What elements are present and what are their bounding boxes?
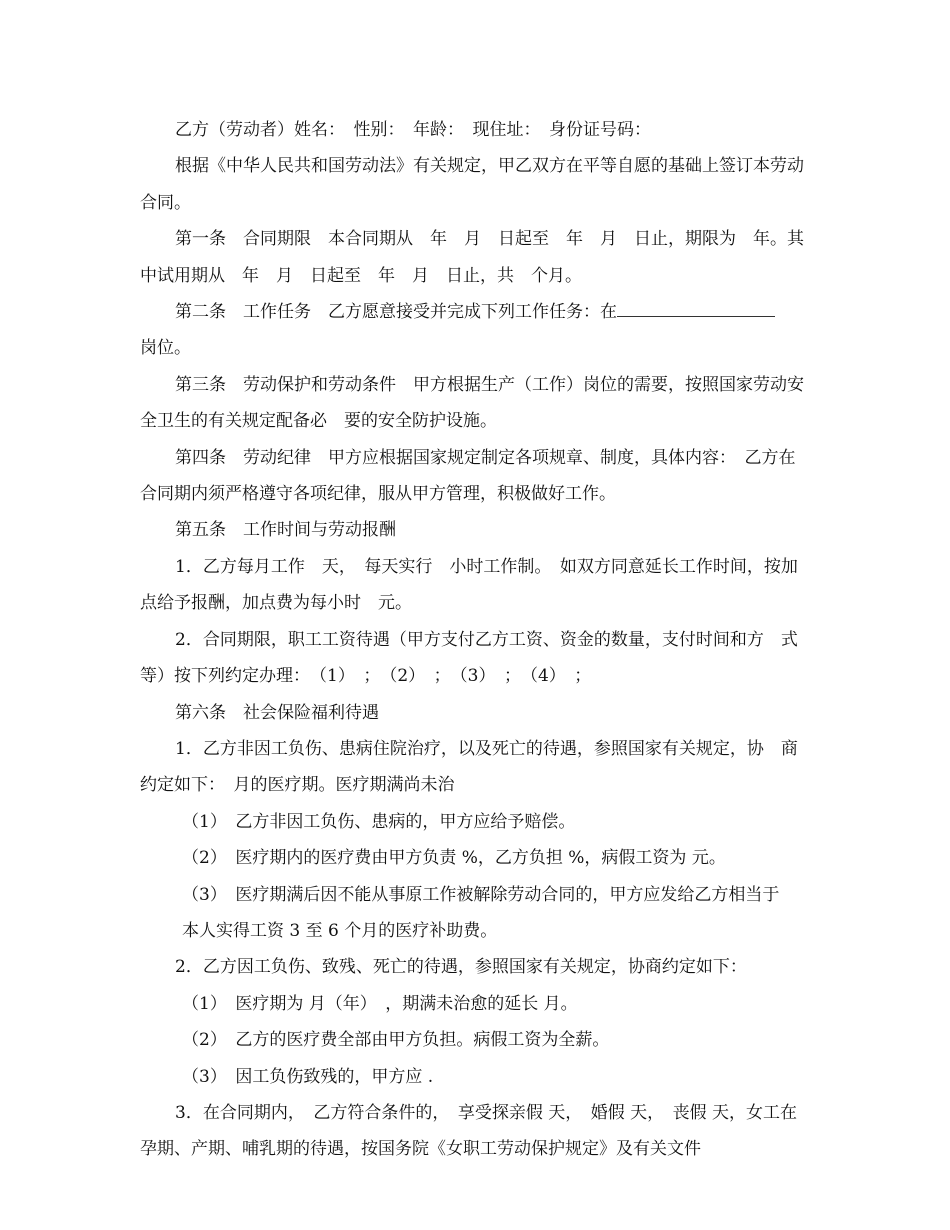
- position-blank-line: [617, 315, 775, 317]
- article-2-task: [140, 294, 812, 330]
- article-2-text: 第二条 工作任务 乙方愿意接受并完成下列工作任务：在: [175, 302, 617, 323]
- article-6-item-2-sub-2: （2） 乙方的医疗费全部由甲方负担。病假工资为全薪。: [182, 1030, 610, 1051]
- article-6-item-1-sub-1: （1） 乙方非因工负伤、患病的，甲方应给予赔偿。: [182, 811, 576, 832]
- article-6-item-2-sub-1: （1） 医疗期为 月（年） ，期满未治愈的延长 月。: [182, 993, 578, 1014]
- contract-body: [140, 112, 821, 1168]
- article-6-item-2-sub-3: （3） 因工负伤致残的，甲方应 .: [182, 1066, 434, 1087]
- article-5-item-1: 1．乙方每月工作 天， 每天实行 小时工作制。 如双方同意延长工作时间，按加点给予报酬，加点费为每小时 元。: [140, 556, 798, 614]
- article-5-item-2: 2．合同期限，职工工资待遇（甲方支付乙方工资、资金的数量，支付时间和方 式等）按下列约定办理： （1） ； （2） ； （3） ； （4） ；: [140, 629, 798, 687]
- article-6-item-2: 2．乙方因工负伤、致残、死亡的待遇，参照国家有关规定，协商约定如下：: [175, 957, 747, 978]
- article-6-item-1-sub-2: （2） 医疗期内的医疗费由甲方负责 %，乙方负担 %，病假工资为 元。: [182, 848, 726, 869]
- article-6-item-1: 1．乙方非因工负伤、患病住院治疗，以及死亡的待遇，参照国家有关规定，协 商约定如下： 月的医疗期。医疗期满尚未治: [140, 738, 798, 796]
- article-1-term: 第一条 合同期限 本合同期从 年 月 日起至 年 月 日止，期限为 年。其 中试用期从 年 月 日起至 年 月 日止，共 个月。: [140, 229, 821, 286]
- article-4-discipline: 第四条 劳动纪律 甲方应根据国家规定制定各项规章、制度，具体内容： 乙方在合同期内须严格遵守各项纪律，服从甲方管理，积极做好工作。: [140, 447, 796, 505]
- article-2-position: 岗位。: [140, 338, 191, 359]
- article-3-protection: 第三条 劳动保护和劳动条件 甲方根据生产（工作）岗位的需要，按照国家劳动安全卫生的有关规定配备必 要的安全防护设施。: [140, 374, 804, 432]
- article-6-heading: 第六条 社会保险福利待遇: [175, 702, 379, 723]
- article-6-item-3: 3．在合同期内， 乙方符合条件的， 享受探亲假 天， 婚假 天， 丧假 天，女工在孕期、产期、哺乳期的待遇，按国务院《女职工劳动保护规定》及有关文件: [140, 1102, 798, 1160]
- article-6-item-1-sub-3: （3） 医疗期满后因不能从事原工作被解除劳动合同的，甲方应发给乙方相当于 本人实得工资 3 至 6 个月的医疗补助费。: [182, 884, 797, 941]
- contract-basis: 根据《中华人民共和国劳动法》有关规定，甲乙双方在平等自愿的基础上签订本劳动合同。: [140, 156, 804, 213]
- article-5-heading: 第五条 工作时间与劳动报酬: [175, 520, 396, 541]
- party-b-info: 乙方（劳动者）姓名： 性别： 年龄： 现住址： 身份证号码：: [175, 120, 651, 140]
